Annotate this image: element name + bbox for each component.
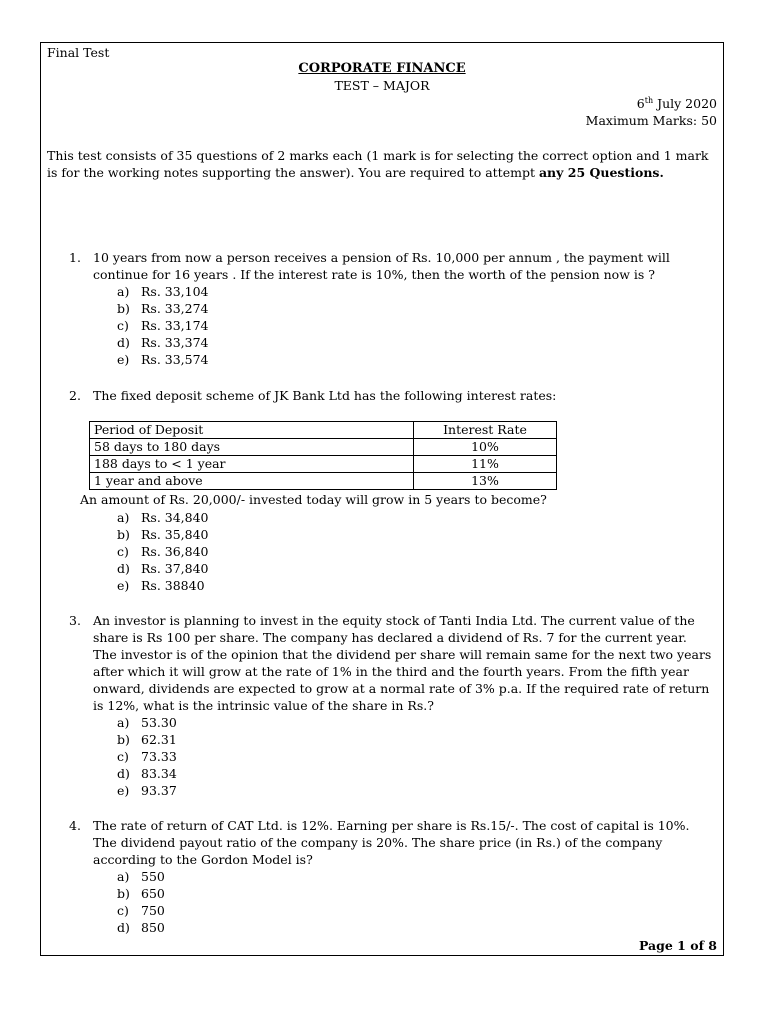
option-e <box>117 577 713 594</box>
option-label: a) <box>117 869 130 884</box>
question-3 <box>69 612 713 799</box>
interest-rate-table <box>89 421 557 490</box>
option-label: a) <box>117 715 130 730</box>
option-a <box>117 868 713 885</box>
header-left: Final Test <box>47 45 110 60</box>
question-1 <box>69 249 713 368</box>
option-text: 62.31 <box>141 732 177 747</box>
question-text: The rate of return of CAT Ltd. is 12%. Earning per share is Rs.15/-. The cost of capital is 10%. The dividend payout ratio of the company is 20%. The share price (in Rs.) of the company according to the Gordon Model is? <box>93 818 690 867</box>
table-cell: 58 days to 180 days <box>90 439 414 456</box>
option-label: b) <box>117 886 130 901</box>
table-cell: 11% <box>414 456 557 473</box>
option-d <box>117 560 713 577</box>
page-subtitle: TEST – MAJOR <box>334 78 430 93</box>
option-label: e) <box>117 578 130 593</box>
table-row <box>90 439 557 456</box>
option-label: d) <box>117 335 130 350</box>
option-label: c) <box>117 903 129 918</box>
option-text: Rs. 33,174 <box>141 318 209 333</box>
option-label: c) <box>117 544 129 559</box>
question-2-followup: An amount of Rs. 20,000/- invested today will grow in 5 years to become? <box>80 492 547 507</box>
table-cell: 1 year and above <box>90 473 414 490</box>
date-suffix: th <box>644 96 654 105</box>
option-text: Rs. 35,840 <box>141 527 209 542</box>
option-text: Rs. 33,574 <box>141 352 209 367</box>
option-text: Rs. 38840 <box>141 578 205 593</box>
option-d <box>117 765 713 782</box>
option-d <box>117 919 713 936</box>
table-row <box>90 473 557 490</box>
date-rest: July 2020 <box>653 96 717 112</box>
option-b <box>117 300 713 317</box>
instructions-text: This test consists of 35 questions of 2 marks each (1 mark is for selecting the correct option and 1 mark is for the working notes supporting the answer). You are required to attempt <box>47 148 709 180</box>
table-header-row <box>90 422 557 439</box>
option-label: b) <box>117 527 130 542</box>
option-label: c) <box>117 749 129 764</box>
options-list <box>117 868 713 936</box>
option-c <box>117 902 713 919</box>
page-frame <box>40 42 724 956</box>
option-b <box>117 526 713 543</box>
option-text: 73.33 <box>141 749 177 764</box>
option-text: 53.30 <box>141 715 177 730</box>
option-text: Rs. 33,374 <box>141 335 209 350</box>
instructions <box>47 147 717 181</box>
instructions-bold: any 25 Questions. <box>538 165 664 180</box>
page-number: Page 1 of 8 <box>638 938 717 953</box>
option-label: a) <box>117 510 130 525</box>
table-cell: 10% <box>414 439 557 456</box>
option-label: d) <box>117 561 130 576</box>
option-a <box>117 714 713 731</box>
options-list <box>117 714 713 799</box>
table-cell: 13% <box>414 473 557 490</box>
question-number: 2. <box>69 388 81 403</box>
question-text: 10 years from now a person receives a pension of Rs. 10,000 per annum , the payment will continue for 16 years . If the interest rate is 10%, then the worth of the pension now is ? <box>93 250 670 282</box>
option-c <box>117 317 713 334</box>
option-c <box>117 543 713 560</box>
question-number: 4. <box>69 818 81 833</box>
option-a <box>117 509 713 526</box>
option-text: 650 <box>141 886 165 901</box>
option-c <box>117 748 713 765</box>
question-text: The fixed deposit scheme of JK Bank Ltd has the following interest rates: <box>93 388 557 403</box>
option-text: Rs. 34,840 <box>141 510 209 525</box>
table-row <box>90 456 557 473</box>
option-text: 550 <box>141 869 165 884</box>
option-b <box>117 731 713 748</box>
table-cell: 188 days to < 1 year <box>90 456 414 473</box>
option-text: 750 <box>141 903 165 918</box>
option-d <box>117 334 713 351</box>
question-number: 3. <box>69 613 81 628</box>
options-list <box>117 509 713 594</box>
option-text: Rs. 33,104 <box>141 284 209 299</box>
option-label: d) <box>117 766 130 781</box>
option-label: e) <box>117 352 130 367</box>
option-text: Rs. 36,840 <box>141 544 209 559</box>
page-title: CORPORATE FINANCE <box>298 61 466 76</box>
option-label: a) <box>117 284 130 299</box>
table-header: Interest Rate <box>414 422 557 439</box>
test-date <box>637 96 717 111</box>
option-label: b) <box>117 301 130 316</box>
table-header: Period of Deposit <box>90 422 414 439</box>
option-text: Rs. 33,274 <box>141 301 209 316</box>
option-label: c) <box>117 318 129 333</box>
question-4 <box>69 817 713 936</box>
date-day: 6 <box>636 96 645 112</box>
options-list <box>117 283 713 368</box>
option-label: d) <box>117 920 130 935</box>
maximum-marks: Maximum Marks: 50 <box>585 113 717 128</box>
question-text: An investor is planning to invest in the equity stock of Tanti India Ltd. The current value of the share is Rs 100 per share. The company has declared a dividend of Rs. 7 for the current year. The investor is of the opinion that the dividend per share will remain same for the next two years after which it will grow at the rate of 1% in the third and the fourth years. From the fifth year onward, dividends are expected to grow at a normal rate of 3% p.a. If the required rate of return is 12%, what is the intrinsic value of the share in Rs.? <box>93 613 712 713</box>
option-a <box>117 283 713 300</box>
option-label: e) <box>117 783 130 798</box>
option-text: 93.37 <box>141 783 177 798</box>
option-label: b) <box>117 732 130 747</box>
question-2-options <box>69 509 713 594</box>
option-text: 83.34 <box>141 766 177 781</box>
question-number: 1. <box>69 250 81 265</box>
option-e <box>117 351 713 368</box>
option-text: Rs. 37,840 <box>141 561 209 576</box>
option-b <box>117 885 713 902</box>
option-e <box>117 782 713 799</box>
question-2 <box>69 387 713 404</box>
option-text: 850 <box>141 920 165 935</box>
